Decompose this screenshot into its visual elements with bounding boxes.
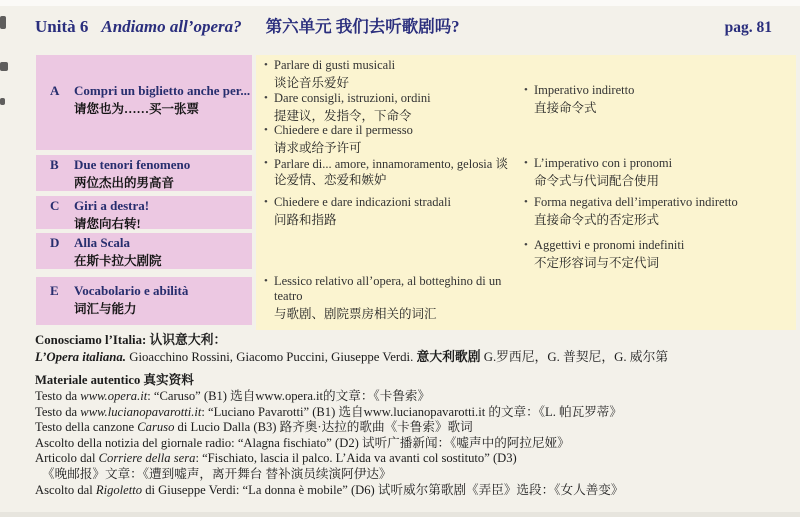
function-italian: Chiedere e dare indicazioni stradali <box>274 195 452 209</box>
page-header <box>35 13 772 37</box>
section-row-c <box>36 196 252 229</box>
bullet-icon: • <box>264 196 268 208</box>
materiale-line-continuation: 《晚邮报》文章：《遭到嘘声，离开舞台 替补演员续演阿伊达》 <box>42 466 392 481</box>
function-item <box>264 274 516 323</box>
function-chinese: 请求或给予许可 <box>274 141 362 155</box>
bullet-icon: • <box>524 157 528 169</box>
section-title-italian: Alla Scala <box>74 235 130 250</box>
section-row-b <box>36 155 252 191</box>
section-title-chinese: 请您向右转! <box>74 217 141 231</box>
section-letter: E <box>50 283 59 298</box>
grammar-chinese: 不定形容词与不定代词 <box>534 256 660 270</box>
bullet-icon: • <box>264 124 268 136</box>
function-item <box>264 123 516 157</box>
bullet-icon: • <box>264 157 268 169</box>
grammar-item <box>524 195 788 229</box>
bullet-icon: • <box>264 275 268 287</box>
section-title-chinese: 请您也为……买一张票 <box>74 102 200 116</box>
conosciamo-line: L’Opera italiana. Gioacchino Rossini, Giacomo Puccini, Giuseppe Verdi. 意大利歌剧 G.罗西尼，G. 普契尼，G. 威尔第 <box>35 349 669 364</box>
section-row-d <box>36 233 252 269</box>
function-italian: Lessico relativo all’opera, al botteghino di un teatro <box>274 274 502 303</box>
function-chinese: 谈论音乐爱好 <box>274 76 350 90</box>
grammar-item <box>524 83 788 117</box>
bullet-icon: • <box>524 196 528 208</box>
function-chinese: 问路和指路 <box>274 213 337 227</box>
conosciamo-italia-section <box>35 332 668 365</box>
function-item <box>264 195 516 229</box>
materiale-line: Testo da www.lucianopavarotti.it: “Luciano Pavarotti” (B1) 选自www.lucianopavarotti.it 的文章：《L. 帕瓦罗蒂》 <box>35 404 622 419</box>
materiale-heading: Materiale autentico 真实资料 <box>35 373 194 387</box>
grammar-item <box>524 156 788 190</box>
section-letter: D <box>50 235 60 250</box>
section-title-chinese: 两位杰出的男高音 <box>74 176 175 190</box>
materiale-line: Testo della canzone Caruso di Lucio Dalla (B3) 路齐奥·达拉的歌曲《卡鲁索》歌词 <box>35 420 473 435</box>
grammar-italian: Forma negativa dell’imperativo indiretto <box>534 195 738 209</box>
unit-title-chinese: 第六单元 我们去听歌剧吗? <box>265 17 460 36</box>
function-chinese: 谈论爱情、恋爱和嫉妒 <box>274 157 508 187</box>
bullet-icon: • <box>264 59 268 71</box>
grammar-italian: L’imperativo con i pronomi <box>534 156 673 170</box>
section-letter: A <box>50 83 60 98</box>
grammar-chinese: 直接命令式的否定形式 <box>534 213 660 227</box>
scan-artifact <box>0 0 800 6</box>
section-title-italian: Due tenori fenomeno <box>74 157 191 172</box>
bullet-icon: • <box>524 84 528 96</box>
section-letter: C <box>50 198 60 213</box>
section-title-chinese: 在斯卡拉大剧院 <box>74 254 162 268</box>
bullet-icon: • <box>264 92 268 104</box>
unit-label: Unità 6 <box>35 17 89 36</box>
topics-panel <box>256 55 796 330</box>
function-chinese: 与歌剧、剧院票房相关的词汇 <box>274 307 437 321</box>
grammar-italian: Imperativo indiretto <box>534 83 635 97</box>
materiale-line: Testo da www.opera.it: “Caruso” (B1) 选自www.opera.it的文章：《卡鲁索》 <box>35 389 431 403</box>
conosciamo-heading: Conosciamo l’Italia: 认识意大利： <box>35 333 227 347</box>
section-row-a <box>36 55 252 150</box>
section-title-chinese: 词汇与能力 <box>74 302 137 316</box>
bullet-icon: • <box>524 239 528 251</box>
materiale-autentico-section <box>35 372 623 498</box>
scan-artifact <box>0 62 8 71</box>
section-title-italian: Vocabolario e abilità <box>74 283 189 298</box>
section-title-italian: Giri a destra! <box>74 198 150 213</box>
function-item <box>264 156 516 188</box>
section-letter: B <box>50 157 59 172</box>
scan-artifact <box>0 98 5 105</box>
section-row-e <box>36 277 252 325</box>
section-index-column <box>36 55 252 325</box>
function-italian: Dare consigli, istruzioni, ordini <box>274 91 431 105</box>
materiale-line: Ascolto dal Rigoletto di Giuseppe Verdi: “La donna è mobile” (D6) 试听威尔第歌剧《弄臣》选段：《女人善变》 <box>35 482 624 497</box>
scan-artifact <box>0 512 800 517</box>
grammar-italian: Aggettivi e pronomi indefiniti <box>534 238 685 252</box>
grammar-chinese: 直接命令式 <box>534 101 597 115</box>
section-title-italian: Compri un biglietto anche per... <box>74 83 251 98</box>
function-italian: Parlare di... amore, innamoramento, gelosia <box>274 157 493 171</box>
function-chinese: 提建议，发指令，下命令 <box>274 109 412 123</box>
function-item <box>264 58 516 92</box>
materiale-line: Articolo dal Corriere della sera: “Fischiato, lascia il palco. L’Aida va avanti col sostituto” (D3) <box>35 451 517 466</box>
function-italian: Chiedere e dare il permesso <box>274 123 413 137</box>
scan-artifact <box>0 16 6 29</box>
page-number: pag. 81 <box>724 19 772 36</box>
function-italian: Parlare di gusti musicali <box>274 58 396 72</box>
grammar-item <box>524 238 788 272</box>
materiale-line: Ascolto della notizia del giornale radio: “Alagna fischiato” (D2) 试听广播新闻：《嘘声中的阿拉尼娅》 <box>35 435 570 450</box>
grammar-chinese: 命令式与代词配合使用 <box>534 174 660 188</box>
unit-title-italian: Andiamo all’opera? <box>101 17 242 36</box>
function-item <box>264 91 516 125</box>
